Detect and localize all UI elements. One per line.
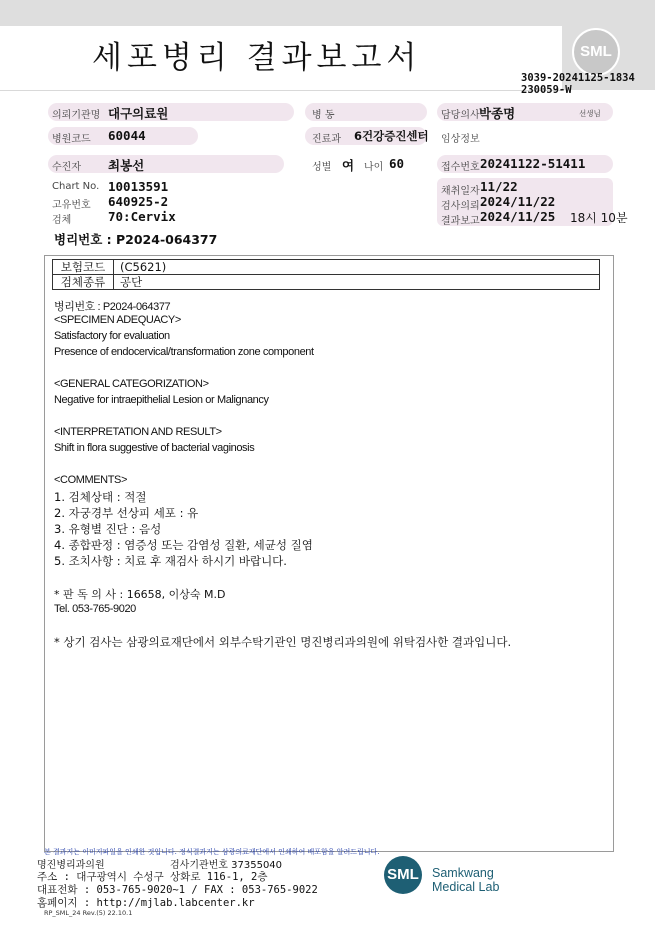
- specimen-adequacy-heading: <SPECIMEN ADEQUACY>: [54, 314, 181, 326]
- form-revision: RP_SML_24 Rev.(5) 22.10.1: [44, 909, 133, 917]
- insurance-code-value: (C5621): [114, 260, 600, 275]
- comment-4: 4. 종합판정 : 염증성 또는 감염성 질환, 세균성 질염: [54, 538, 313, 552]
- institution-number: 검사기관번호 37355040: [170, 860, 283, 871]
- brand-line-1: Samkwang: [432, 866, 494, 880]
- receipt-value: 20241122-51411: [480, 156, 586, 171]
- interpretation-text: Shift in flora suggestive of bacterial vaginosis: [54, 442, 255, 454]
- sex-label: 성별: [312, 162, 332, 173]
- clinic-phone: 대표전화 : 053-765-9020~1 / FAX : 053-765-9022: [37, 884, 318, 896]
- sex-value: 여: [342, 158, 355, 173]
- clinical-info-label: 임상정보: [441, 134, 480, 145]
- document-number: 3039-20241125-1834: [521, 72, 635, 84]
- specimen-type-value: 공단: [114, 275, 600, 290]
- brand-line-2: Medical Lab: [432, 880, 500, 894]
- ward-label: 병 동: [312, 110, 335, 121]
- doctor-label: 담당의사: [441, 110, 480, 121]
- dept-value: 6건강증진센터: [354, 129, 429, 143]
- age-value: 60: [389, 156, 405, 171]
- samkwang-brand: [432, 866, 499, 894]
- age-label: 나이: [364, 162, 384, 173]
- doctor-value: 박종명: [479, 106, 516, 121]
- request-date-label: 검사의뢰: [441, 201, 480, 212]
- adequacy-line-2: Presence of endocervical/transformation zone component: [54, 346, 314, 358]
- reading-physician: * 판 독 의 사 : 16658, 이상숙 M.D: [54, 588, 226, 601]
- patient-label: 수진자: [52, 162, 81, 173]
- comment-2: 2. 자궁경부 선상피 세포 : 유: [54, 506, 199, 520]
- comments-heading: <COMMENTS>: [54, 474, 128, 486]
- print-notice: 본 결과지는 이미지파일을 인쇄한 것입니다. 정식결과지는 삼광의료재단에서 인쇄하여 배포함을 알려드립니다.: [44, 848, 380, 856]
- hospital-code-label: 병원코드: [52, 134, 91, 145]
- dept-label: 진료과: [312, 134, 341, 145]
- outsourcing-notice: * 상기 검사는 삼광의료재단에서 외부수탁기관인 명진병리과의원에 위탁검사한 결과입니다.: [54, 635, 512, 649]
- unique-no-label: 고유번호: [52, 200, 91, 211]
- collect-date-label: 채취일자: [441, 186, 480, 197]
- receipt-label: 접수번호: [441, 162, 480, 173]
- reader-tel: Tel. 053-765-9020: [54, 603, 136, 615]
- institution-label: 의뢰기관명: [52, 110, 101, 121]
- hospital-code-value: 60044: [108, 128, 146, 143]
- report-path-no: 병리번호 : P2024-064377: [54, 301, 171, 313]
- collect-date-value: 11/22: [480, 179, 518, 194]
- comment-1: 1. 검체상태 : 적절: [54, 490, 147, 504]
- insurance-code-label: 보험코드: [53, 260, 114, 275]
- institution-value: 대구의료원: [108, 106, 169, 121]
- sml-logo-icon: SML: [572, 28, 620, 76]
- chart-no-label: Chart No.: [52, 181, 100, 192]
- chart-no-value: 10013591: [108, 179, 169, 194]
- clinic-name: 명진병리과의원: [37, 860, 105, 871]
- clinic-address: 주소 : 대구광역시 수성구 상화로 116-1, 2층: [37, 871, 268, 883]
- samkwang-logo-icon: SML: [384, 856, 422, 894]
- table-row: [53, 260, 600, 275]
- request-date-value: 2024/11/22: [480, 194, 556, 209]
- categorization-heading: <GENERAL CATEGORIZATION>: [54, 378, 209, 390]
- document-number-suffix: 230059-W: [521, 84, 572, 96]
- table-row: [53, 275, 600, 290]
- comment-5: 5. 조치사항 : 치료 후 재검사 하시기 바랍니다.: [54, 554, 287, 568]
- clinic-homepage: 홈페이지 : http://mjlab.labcenter.kr: [37, 897, 255, 909]
- specimen-type-label: 검체종류: [53, 275, 114, 290]
- adequacy-line-1: Satisfactory for evaluation: [54, 330, 170, 342]
- pathology-number: 병리번호 : P2024-064377: [54, 232, 218, 247]
- patient-field-bg: [48, 155, 284, 173]
- doctor-suffix: 선생님: [579, 109, 601, 118]
- report-date-label: 결과보고: [441, 216, 480, 227]
- page-title: 세포병리 결과보고서: [92, 40, 422, 76]
- interpretation-heading: <INTERPRETATION AND RESULT>: [54, 426, 222, 438]
- categorization-text: Negative for intraepithelial Lesion or Malignancy: [54, 394, 269, 406]
- comment-3: 3. 유형별 진단 : 음성: [54, 522, 162, 536]
- specimen-label: 검체: [52, 215, 72, 226]
- report-time-value: 18시 10분: [570, 211, 628, 225]
- report-date-value: 2024/11/25: [480, 209, 556, 224]
- unique-no-value: 640925-2: [108, 194, 169, 209]
- patient-value: 최봉선: [108, 158, 145, 173]
- code-table: [52, 259, 600, 290]
- specimen-value: 70:Cervix: [108, 209, 176, 224]
